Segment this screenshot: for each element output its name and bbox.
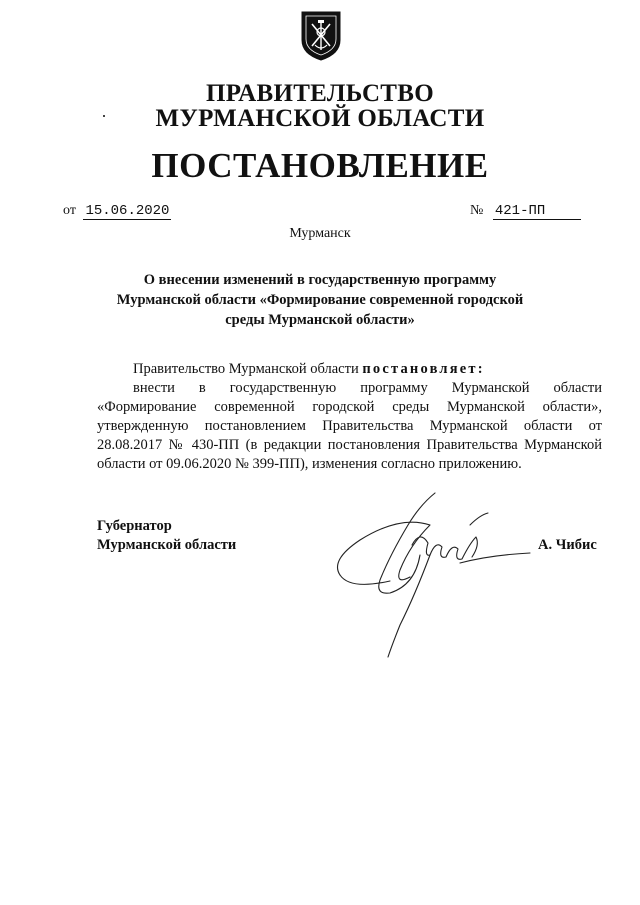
signatory-position-line2: Мурманской области — [97, 537, 237, 553]
signatory-name: А. Чибис — [538, 537, 597, 553]
number-label: № — [470, 203, 484, 218]
number-value: 421-ПП — [493, 204, 581, 220]
document-type-title: ПОСТАНОВЛЕНИЕ — [151, 146, 489, 185]
number-field — [470, 203, 581, 220]
date-label: от — [63, 203, 76, 218]
date-value: 15.06.2020 — [85, 203, 170, 219]
body-p1-emphasis: постановляет: — [362, 361, 485, 377]
body-p1-prefix: Правительство Мурманской области — [133, 361, 363, 377]
signatory-position — [97, 517, 236, 555]
body-paragraph-1 — [97, 360, 602, 379]
org-name-line1: ПРАВИТЕЛЬСТВО — [206, 80, 434, 107]
signatory-position-line1: Губернатор — [97, 518, 172, 534]
body-paragraph-2: внести в государственную программу Мурманской области «Формирование современной городской среды Мурманской области», утвержденную постановлением Правительства Мурманской области от 28.08.2017 № 430-ПП (в редакции постановления Правительства Мурманской области от 09.06.2020 № 399-ПП), изменения согласно приложению. — [97, 380, 602, 472]
handwritten-signature — [320, 485, 540, 660]
document-body — [97, 360, 602, 474]
document-subject — [100, 270, 540, 330]
subject-line1: О внесении изменений в государственную программу — [143, 272, 497, 288]
coat-of-arms-icon — [300, 10, 342, 62]
scan-speck — [103, 115, 105, 117]
subject-line2: Мурманской области «Формирование современной городской — [116, 292, 524, 308]
subject-line3: среды Мурманской области» — [225, 312, 415, 328]
date-field — [63, 203, 171, 220]
org-name-line2: МУРМАНСКОЙ ОБЛАСТИ — [155, 105, 485, 132]
city: Мурманск — [289, 226, 351, 241]
